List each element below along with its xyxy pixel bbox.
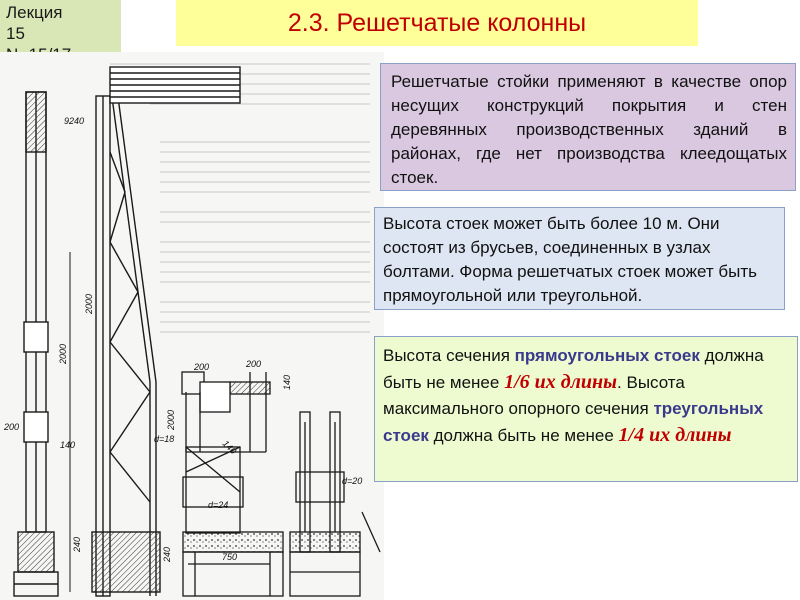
dim-140-c: 140	[220, 438, 239, 457]
dim-d24: d=24	[208, 500, 229, 510]
dim-200-b: 200	[194, 362, 210, 372]
text-part-4: должна быть не менее	[428, 426, 619, 445]
dim-2000-a: 2000	[58, 343, 68, 364]
paragraph-usage: Решетчатые стойки применяют в качестве опор несущих конструкций покрытия и стен деревянных производственных зданий в районах, где нет производства клеедощатых стоек.	[391, 72, 787, 187]
dim-140-b: 140	[282, 374, 292, 390]
lecture-number: 15	[6, 24, 25, 43]
text-part-2: должна быть не менее	[383, 346, 764, 392]
highlight-one-sixth-length: 1/6 их длины	[504, 371, 618, 393]
dim-9240: 9240	[64, 116, 85, 126]
dim-2000-b: 2000	[84, 293, 94, 314]
base-detail-left	[183, 447, 283, 596]
info-box-height	[374, 207, 785, 310]
title-bar	[176, 0, 698, 46]
text-part-1: Высота сечения	[383, 346, 515, 365]
paragraph-height: Высота стоек может быть более 10 м. Они состоят из брусьев, соединенных в узлах болтами. Форма решетчатых стоек может быть прямоугольной или треугольной.	[383, 214, 757, 305]
highlight-rectangular-columns: прямоугольных стоек	[514, 346, 700, 365]
highlight-triangular-columns: треугольных стоек	[383, 399, 764, 445]
dim-240-a: 240	[72, 536, 82, 552]
lecture-slide-number: N- 15/17	[6, 45, 72, 64]
background-text-lines	[110, 64, 370, 332]
info-box-section	[374, 336, 798, 482]
dim-d20: d=20	[342, 476, 363, 486]
dim-200-c: 200	[246, 359, 262, 369]
dim-d18: d=18	[154, 434, 175, 444]
dim-140-left: 140	[60, 440, 76, 450]
lecture-label: Лекция	[6, 3, 63, 22]
dim-240-b: 240	[162, 546, 172, 562]
highlight-one-fourth-length: 1/4 их длины	[618, 424, 732, 446]
dim-750: 750	[222, 552, 238, 562]
text-part-3: . Высота максимального опорного сечения	[383, 373, 685, 418]
lattice-column-drawing	[0, 52, 384, 600]
page-title: 2.3. Решетчатые колонны	[287, 8, 587, 37]
dim-2000-c: 2000	[166, 409, 176, 430]
info-box-usage	[380, 63, 796, 191]
dim-200-left: 200	[4, 422, 20, 432]
base-detail-right	[290, 412, 380, 596]
